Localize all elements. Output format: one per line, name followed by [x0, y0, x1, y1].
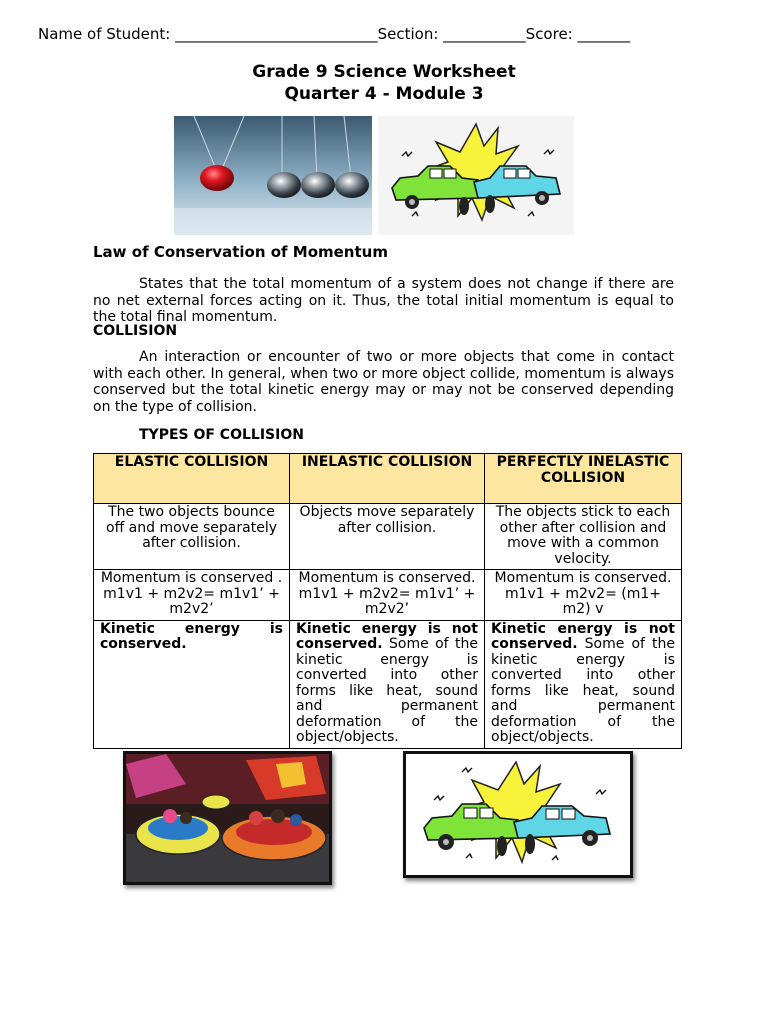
table-row-kinetic-energy: [94, 620, 682, 748]
perfect-description: The objects stick to each other after collision and move with a common velocity.: [485, 504, 682, 570]
header-elastic: ELASTIC COLLISION: [94, 454, 290, 504]
table-row-momentum: [94, 570, 682, 621]
table-header-row: [94, 454, 682, 504]
elastic-description: The two objects bounce off and move separately after collision.: [94, 504, 290, 570]
inelastic-ke-text: Some of the kinetic energy is converted into other forms like heat, sound and permanent deformation of the object/objects.: [296, 636, 478, 745]
collision-types-table: [93, 453, 682, 749]
collision-heading: COLLISION: [93, 323, 178, 339]
elastic-momentum: Momentum is conserved . m1v1 + m2v2= m1v1’ + m2v2’: [94, 570, 290, 621]
inelastic-ke-bold: Kinetic energy is not conserved.: [296, 620, 478, 652]
inelastic-description: Objects move separately after collision.: [290, 504, 485, 570]
worksheet-title: Grade 9 Science Worksheet: [252, 62, 516, 82]
collision-text: An interaction or encounter of two or more objects that come in contact with each other. In general, when two or more object collide, momentum is always conserved but the total kinetic energy may or may not be conserved depending on the type of collision.: [93, 349, 674, 415]
law-text: States that the total momentum of a system does not change if there are no net external forces acting on it. Thus, the total initial momentum is equal to the total final momentum.: [93, 276, 674, 325]
inelastic-momentum: Momentum is conserved. m1v1 + m2v2= m1v1’ + m2v2’: [290, 570, 485, 621]
collision-paragraph: [93, 349, 674, 415]
car-crash-image-top: [378, 116, 574, 235]
module-subtitle: Quarter 4 - Module 3: [284, 84, 484, 104]
inelastic-kinetic-energy: [290, 620, 485, 748]
student-info-line: Name of Student: ___________________________Section: ___________Score: _______: [38, 25, 631, 43]
header-inelastic: INELASTIC COLLISION: [290, 454, 485, 504]
perfect-ke-text: Some of the kinetic energy is converted into other forms like heat, sound and permanent deformation of the object/objects.: [491, 636, 675, 745]
bumper-cars-image: [123, 751, 332, 885]
law-paragraph: [93, 276, 674, 326]
elastic-ke-text: Kinetic energy is conserved.: [100, 620, 283, 652]
law-heading: Law of Conservation of Momentum: [93, 243, 388, 261]
car-crash-image-bottom: [403, 751, 633, 878]
types-heading: TYPES OF COLLISION: [139, 427, 304, 443]
perfect-momentum: Momentum is conserved. m1v1 + m2v2= (m1+ m2) v: [485, 570, 682, 621]
newtons-cradle-image: [174, 116, 372, 235]
header-perfectly-inelastic: PERFECTLY INELASTIC COLLISION: [485, 454, 682, 504]
table-row-description: [94, 504, 682, 570]
elastic-kinetic-energy: [94, 620, 290, 748]
perfect-ke-bold: Kinetic energy is not conserved.: [491, 620, 675, 652]
perfect-kinetic-energy: [485, 620, 682, 748]
